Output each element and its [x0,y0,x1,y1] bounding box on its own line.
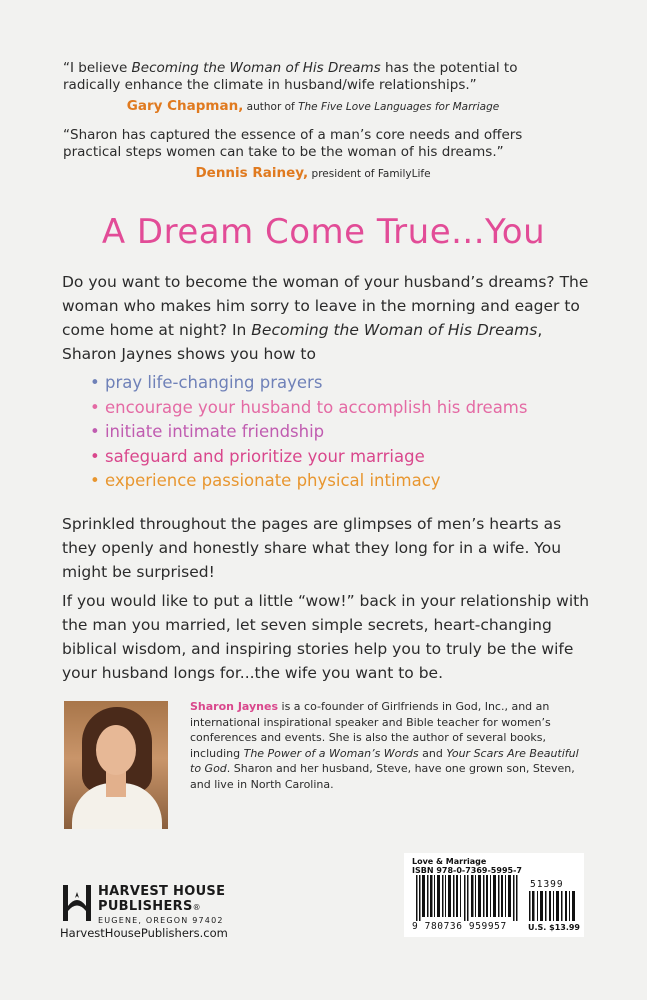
benefit-item: • safeguard and prioritize your marriage [90,446,425,466]
author-photo [64,701,168,829]
endorsement-attribution: Dennis Rainey, president of FamilyLife [195,165,431,181]
harvest-house-logo-icon [62,884,92,922]
price-barcode [528,891,578,921]
endorsement-quote: “I believe Becoming the Woman of His Dreams has the potential to radically enhance the climate in husband/wife relationships.” [63,60,518,93]
endorsement-attribution: Gary Chapman, author of The Five Love Languages for Marriage [126,98,500,114]
publisher-city: EUGENE, OREGON 97402 [98,916,224,925]
description-paragraph: If you would like to put a little “wow!” back in your relationship with the man you married, let seven simple secrets, heart-changing biblical wisdom, and inspiring stories help you to truly be the wife your husband longs for...the wife you want to be. [62,592,590,682]
price-label: U.S. $13.99 [528,923,580,932]
price-code: 51399 [530,879,564,890]
endorsement-quote: “Sharon has captured the essence of a man’s core needs and offers practical steps women can take to be the woman of his dreams.” [63,127,523,160]
barcode-panel [404,853,584,937]
benefit-item: • experience passionate physical intimacy [90,471,441,490]
benefit-item: • encourage your husband to accomplish his dreams [90,397,528,417]
endorsement-chapman [63,60,563,114]
isbn-barcode [412,875,524,921]
publisher-name: HARVEST HOUSE PUBLISHERS® [98,884,226,914]
author-bio: Sharon Jaynes is a co-founder of Girlfriends in God, Inc., and an international inspirational speaker and Bible teacher for women’s conferences and events. She is also the author of several books, including The Power of a Woman’s Words and Your Scars Are Beautiful to God. Sharon and her husband, Steve, have one grown son, Steven, and live in North Carolina. [190,700,579,791]
benefit-item: • initiate intimate friendship [90,422,325,441]
barcode-digits: 9 780736 959957 [412,921,507,932]
description-paragraph: Sprinkled throughout the pages are glimpses of men’s hearts as they openly and honestly share what they long for in a wife. You might be surprised! [62,515,562,581]
author-name: Sharon Jaynes [190,700,279,713]
endorser-name: Gary Chapman, [126,98,244,114]
publisher-website: HarvestHousePublishers.com [60,926,228,940]
benefits-list [90,371,527,494]
category-label: Love & Marriage [412,857,487,866]
endorser-name: Dennis Rainey, [195,165,309,181]
benefit-item: • pray life-changing prayers [90,373,323,392]
endorsement-rainey [63,127,563,181]
isbn-label: ISBN 978-0-7369-5995-7 [412,866,522,875]
headline: A Dream Come True...You [101,212,546,252]
intro-paragraph: Do you want to become the woman of your husband’s dreams? The woman who makes him sorry to leave in the morning and eager to come home at night? In Becoming the Woman of His Dreams, Sharon Jaynes shows you how to [62,273,589,363]
